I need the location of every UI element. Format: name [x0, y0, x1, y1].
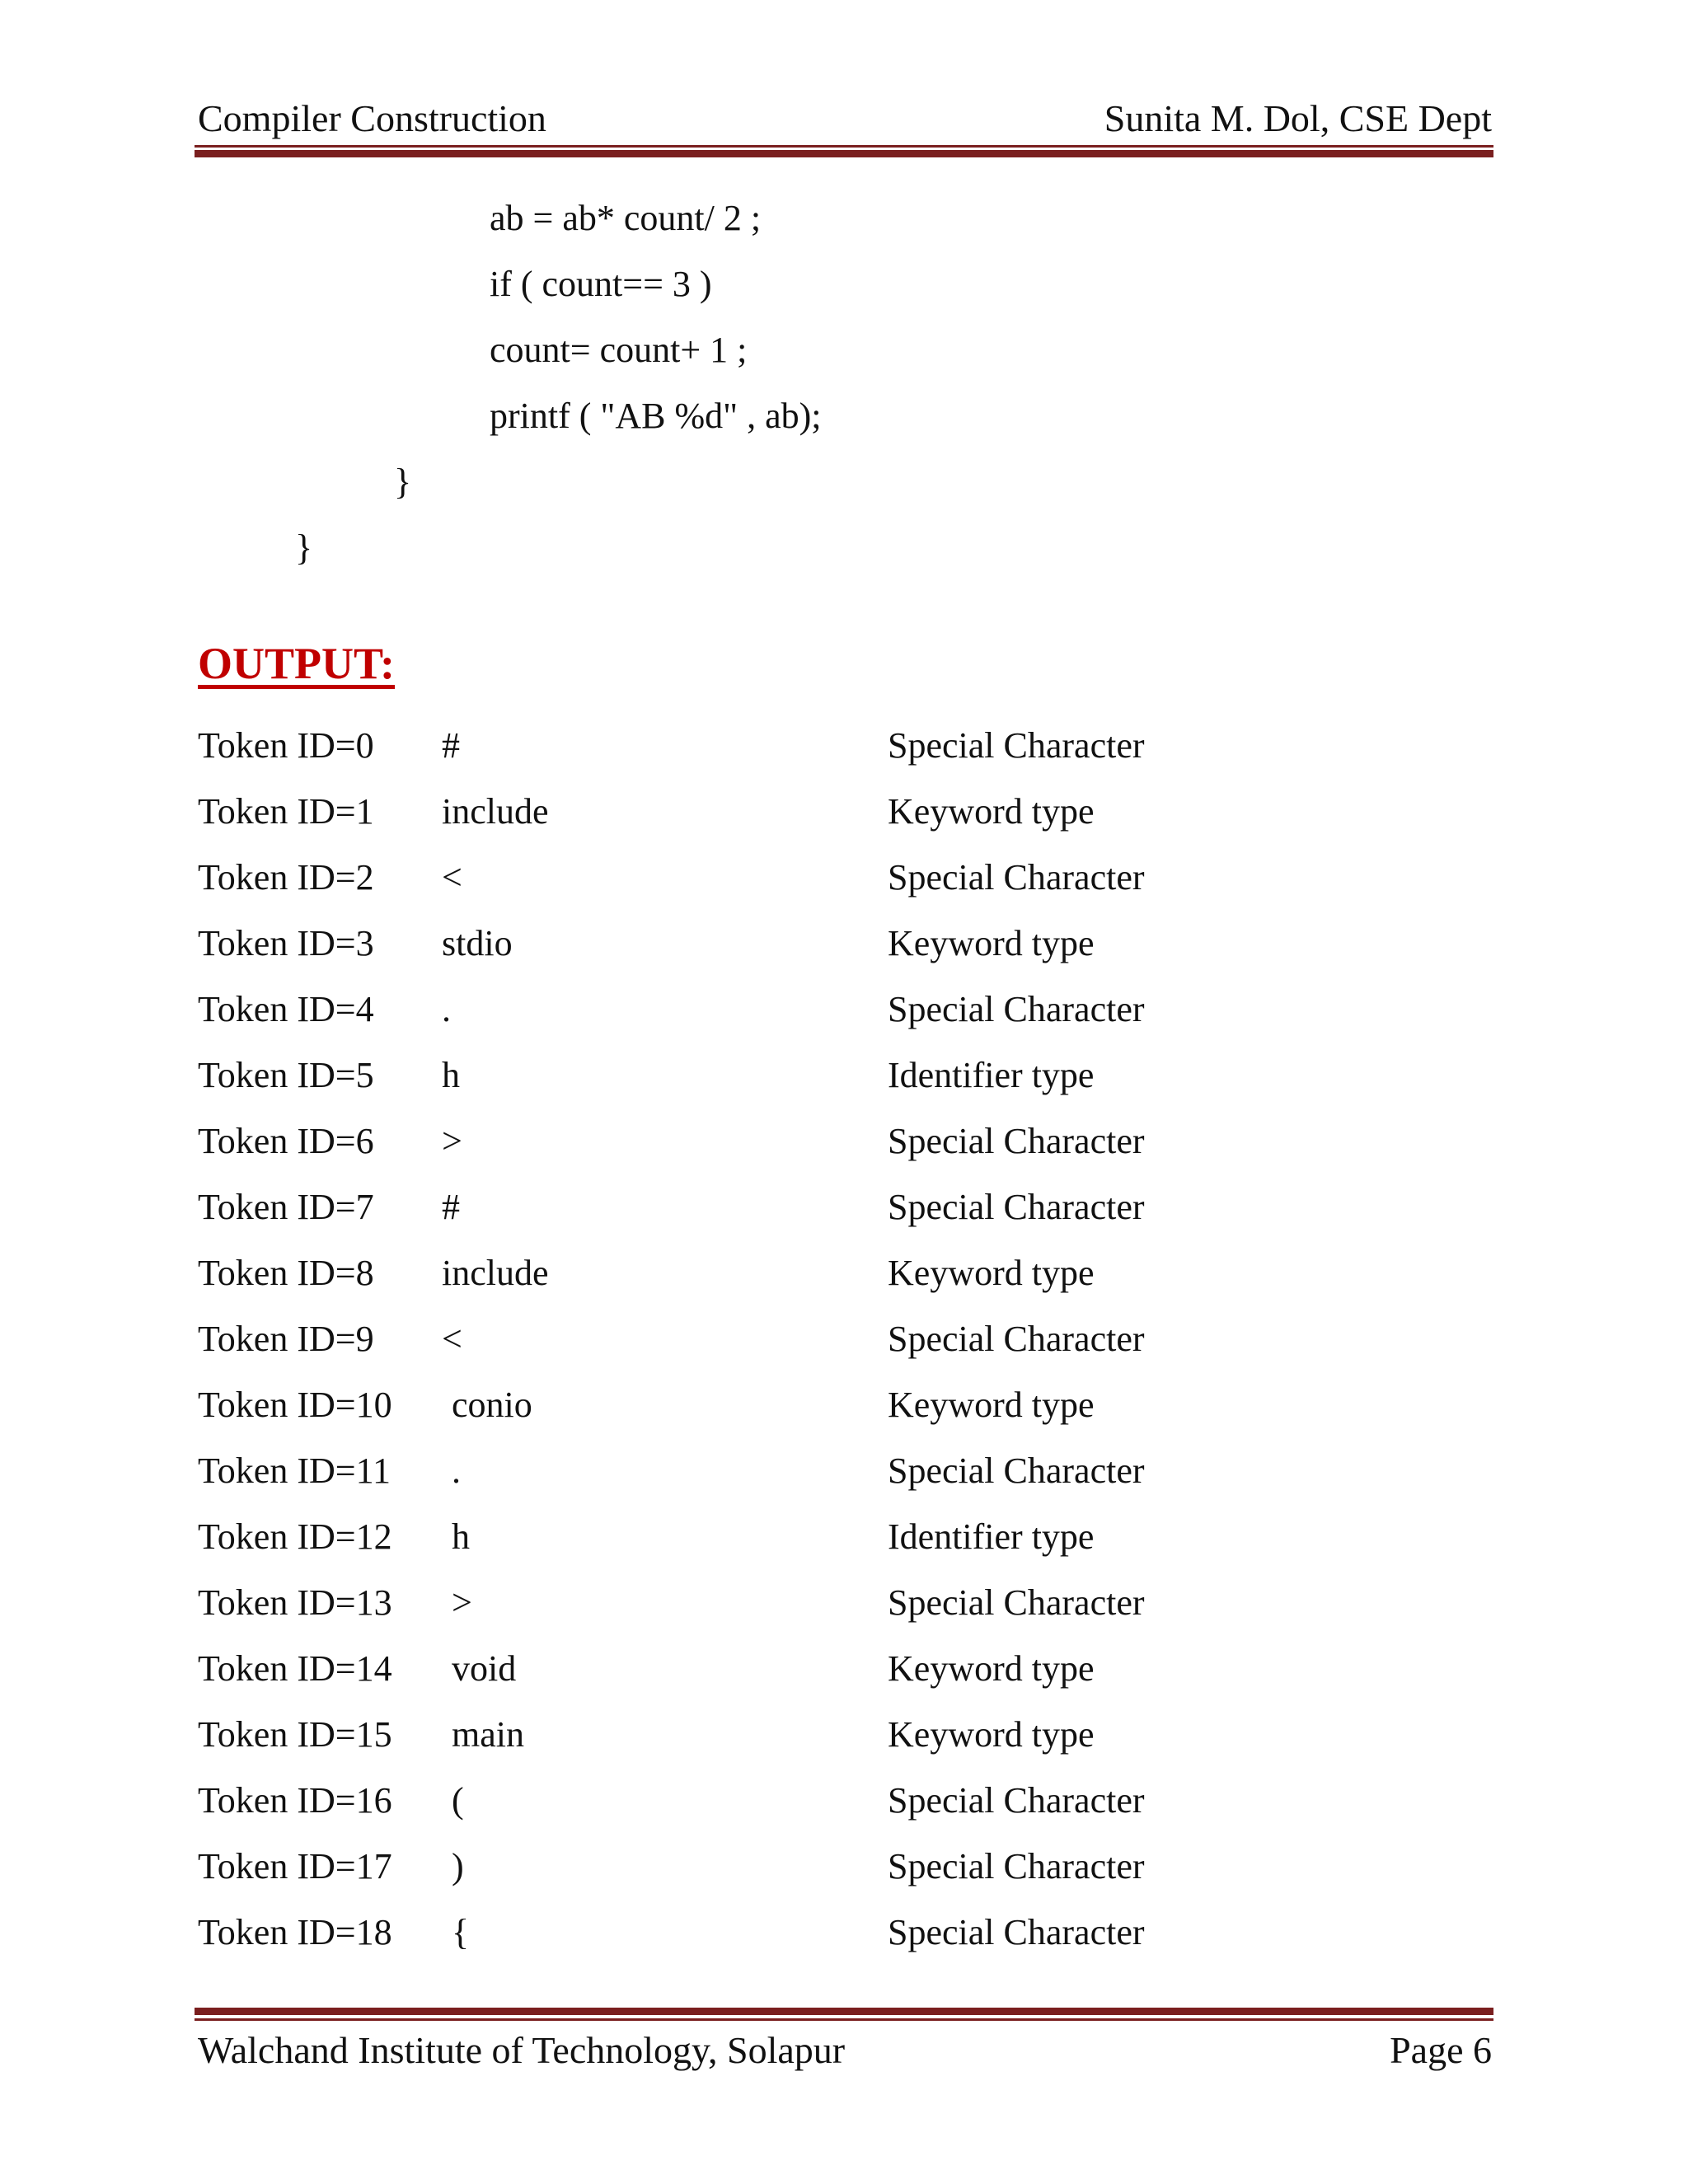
token-type: Keyword type: [888, 791, 1095, 832]
token-type: Identifier type: [888, 1516, 1095, 1557]
token-id: Token ID=3: [198, 923, 374, 963]
token-row: [0, 1118, 1688, 1184]
token-row: [0, 855, 1688, 921]
token-lexeme: >: [442, 1121, 462, 1161]
token-row: [0, 1316, 1688, 1382]
token-lexeme: conio: [452, 1385, 532, 1425]
token-row: [0, 789, 1688, 855]
token-type: Special Character: [888, 1451, 1145, 1491]
token-id: Token ID=10: [198, 1385, 392, 1425]
token-type: Special Character: [888, 725, 1145, 766]
token-row: [0, 1580, 1688, 1646]
token-lexeme: <: [442, 1319, 462, 1359]
footer-rule-thin: [195, 2018, 1493, 2021]
code-line: printf ( "AB %d" , ab);: [490, 396, 822, 436]
token-type: Special Character: [888, 1846, 1145, 1886]
token-lexeme: #: [442, 725, 460, 766]
token-type: Special Character: [888, 989, 1145, 1029]
token-lexeme: {: [452, 1912, 470, 1952]
token-id: Token ID=1: [198, 791, 374, 832]
token-lexeme: <: [442, 857, 462, 898]
token-id: Token ID=15: [198, 1714, 392, 1755]
token-lexeme: h: [452, 1516, 470, 1557]
token-row: [0, 1514, 1688, 1580]
token-lexeme: include: [442, 791, 549, 832]
token-type: Identifier type: [888, 1055, 1095, 1095]
token-row: [0, 1184, 1688, 1250]
token-type: Special Character: [888, 1319, 1145, 1359]
token-lexeme: h: [442, 1055, 460, 1095]
token-type: Special Character: [888, 857, 1145, 898]
token-id: Token ID=13: [198, 1582, 392, 1623]
token-id: Token ID=18: [198, 1912, 392, 1952]
page-footer: [196, 2024, 1492, 2077]
token-row: [0, 1778, 1688, 1844]
token-id: Token ID=2: [198, 857, 374, 898]
token-row: [0, 723, 1688, 789]
token-type: Keyword type: [888, 1385, 1095, 1425]
code-line: if ( count== 3 ): [490, 264, 712, 304]
token-id: Token ID=0: [198, 725, 374, 766]
footer-page-number: Page 6: [1390, 2029, 1492, 2071]
token-id: Token ID=7: [198, 1187, 374, 1227]
token-type: Special Character: [888, 1187, 1145, 1227]
token-lexeme: .: [442, 989, 451, 1029]
header-rule-thick: [195, 150, 1493, 157]
token-id: Token ID=9: [198, 1319, 374, 1359]
header-course-title: Compiler Construction: [198, 97, 546, 139]
token-lexeme: #: [442, 1187, 460, 1227]
token-type: Keyword type: [888, 923, 1095, 963]
token-lexeme: main: [452, 1714, 524, 1755]
header-rule-thin: [195, 145, 1493, 148]
header-author: Sunita M. Dol, CSE Dept: [1104, 97, 1492, 139]
token-row: [0, 1250, 1688, 1316]
token-row: [0, 1382, 1688, 1448]
token-lexeme: ): [452, 1846, 464, 1886]
token-row: [0, 987, 1688, 1052]
token-lexeme: (: [452, 1780, 464, 1821]
token-lexeme: .: [452, 1451, 461, 1491]
token-type: Special Character: [888, 1121, 1145, 1161]
code-line: ab = ab* count/ 2 ;: [490, 198, 762, 238]
token-type: Special Character: [888, 1912, 1145, 1952]
token-row: [0, 1052, 1688, 1118]
token-id: Token ID=14: [198, 1648, 392, 1689]
footer-institute: Walchand Institute of Technology, Solapur: [198, 2029, 846, 2071]
token-type: Special Character: [888, 1582, 1145, 1623]
code-line: count= count+ 1 ;: [490, 330, 748, 370]
token-type: Keyword type: [888, 1648, 1095, 1689]
token-id: Token ID=6: [198, 1121, 374, 1161]
token-type: Keyword type: [888, 1714, 1095, 1755]
token-id: Token ID=16: [198, 1780, 392, 1821]
token-id: Token ID=5: [198, 1055, 374, 1095]
token-id: Token ID=4: [198, 989, 374, 1029]
token-id: Token ID=8: [198, 1253, 374, 1293]
code-line: }: [394, 462, 412, 502]
page-header: [196, 92, 1492, 145]
token-row: [0, 1448, 1688, 1514]
footer-rule-thick: [195, 2008, 1493, 2015]
token-lexeme: >: [452, 1582, 472, 1623]
token-row: [0, 1646, 1688, 1712]
token-type: Special Character: [888, 1780, 1145, 1821]
token-id: Token ID=17: [198, 1846, 392, 1886]
code-line: }: [295, 527, 313, 568]
token-type: Keyword type: [888, 1253, 1095, 1293]
token-lexeme: include: [442, 1253, 549, 1293]
token-lexeme: stdio: [442, 923, 513, 963]
token-id: Token ID=12: [198, 1516, 392, 1557]
token-row: [0, 921, 1688, 987]
output-heading: OUTPUT:: [198, 639, 395, 688]
token-id: Token ID=11: [198, 1451, 391, 1491]
token-lexeme: void: [452, 1648, 517, 1689]
token-row: [0, 1844, 1688, 1910]
token-row: [0, 1910, 1688, 1975]
token-row: [0, 1712, 1688, 1778]
